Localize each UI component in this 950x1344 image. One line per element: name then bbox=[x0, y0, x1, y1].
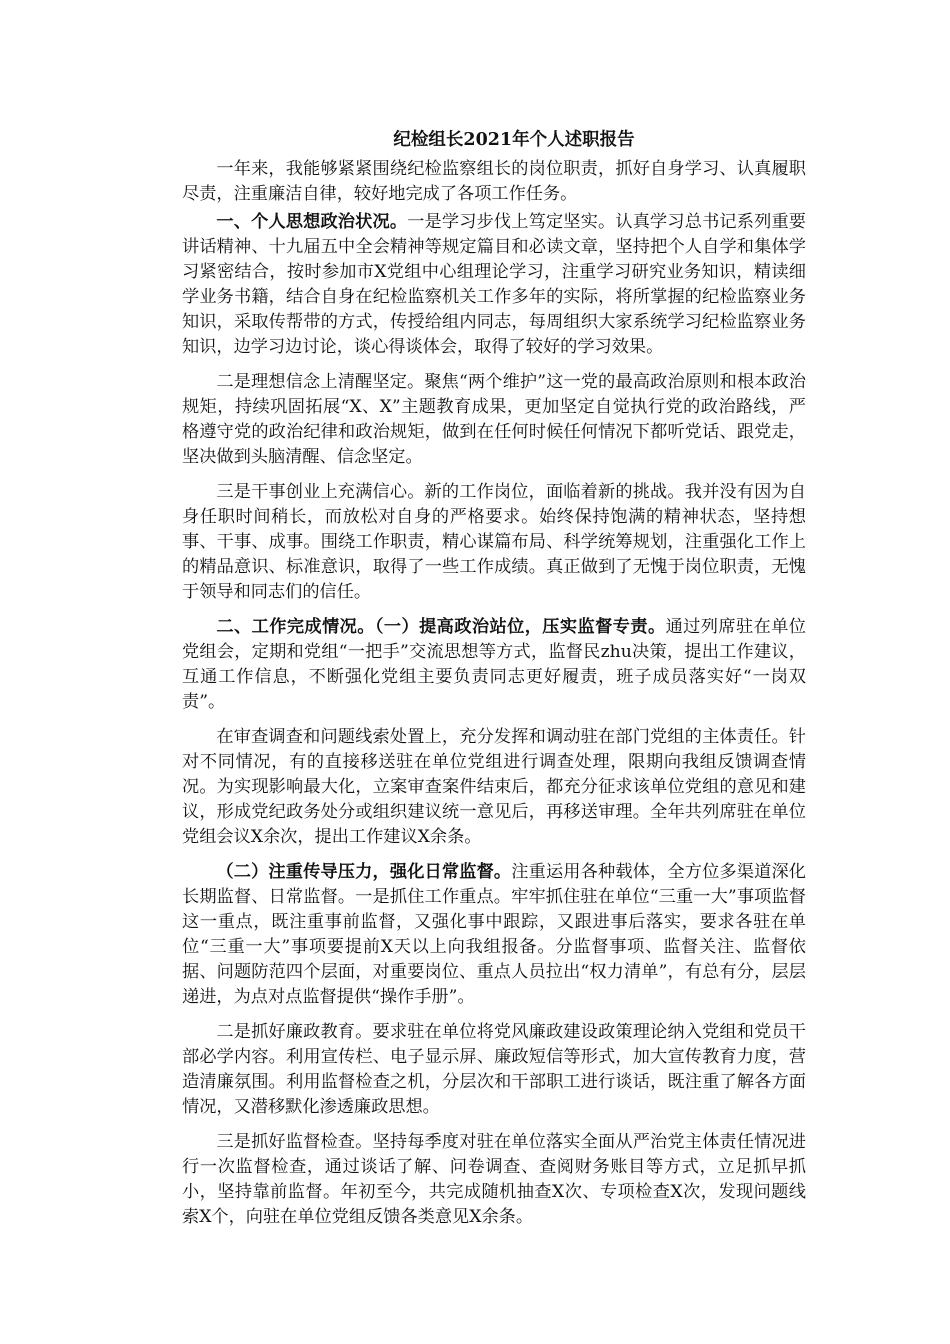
paragraph-daily-supervision bbox=[182, 860, 806, 1010]
subsection-heading-2: （二）注重传导压力，强化日常监督。 bbox=[216, 862, 512, 882]
section-heading-2: 二、工作完成情况。（一）提高政治站位，压实监督专责。 bbox=[216, 617, 666, 637]
section-heading-1: 一、个人思想政治状况。 bbox=[216, 212, 408, 232]
document-title: 纪检组长2021年个人述职报告 bbox=[393, 130, 635, 150]
paragraph-intro-text: 一年来，我能够紧紧围绕纪检监察组长的岗位职责，抓好自身学习、认真履职尽责，注重廉洁自律，较好地完成了各项工作任务。 bbox=[182, 159, 806, 204]
paragraph-confidence-text: 三是干事创业上充满信心。新的工作岗位，面临着新的挑战。我并没有因为自身任职时间稍长，而放松对自身的严格要求。始终保持饱满的精神状态，坚持想事、干事、成事。围绕工作职责，精心谋篇布局、科学统筹规划，注重强化工作上的精品意识、标准意识，取得了一些工作成绩。真正做到了无愧于岗位职责，无愧于领导和同志们的信任。 bbox=[182, 482, 806, 602]
paragraph-work-completion-text: 通过列席驻在单位党组会，定期和党组“一把手”交流思想等方式，监督民zhu决策，提出工作建议，互通工作信息，不断强化党组主要负责同志更好履责，班子成员落实好“一岗双责”。 bbox=[182, 617, 806, 712]
paragraph-investigation-text: 在审查调查和问题线索处置上，充分发挥和调动驻在部门党组的主体责任。针对不同情况，有的直接移送驻在单位党组进行调查处理，限期向我组反馈调查情况。为实现影响最大化，立案审查案件结束后，都充分征求该单位党组的意见和建议，形成党纪政务处分或组织建议统一意见后，再移送审理。全年共列席驻在单位党组会议X余次，提出工作建议X余条。 bbox=[182, 727, 806, 847]
paragraph-inspection bbox=[182, 1130, 806, 1230]
paragraph-confidence bbox=[182, 480, 806, 605]
document-page bbox=[182, 128, 806, 1240]
paragraph-political-status bbox=[182, 210, 806, 360]
paragraph-ideals bbox=[182, 370, 806, 470]
paragraph-intro bbox=[182, 157, 806, 207]
paragraph-daily-supervision-text: 注重运用各种载体，全方位多渠道深化长期监督、日常监督。一是抓住工作重点。牢牢抓住驻在单位“三重一大”事项监督这一重点，既注重事前监督，又强化事中跟踪，又跟进事后落实，要求各驻在单位“三重一大”事项要提前X天以上向我组报备。分监督事项、监督关注、监督依据、问题防范四个层面，对重要岗位、重点人员拉出“权力清单”，有总有分，层层递进，为点对点监督提供“操作手册”。 bbox=[182, 862, 806, 1007]
paragraph-work-completion bbox=[182, 615, 806, 715]
paragraph-political-status-text: 一是学习步伐上笃定坚实。认真学习总书记系列重要讲话精神、十九届五中全会精神等规定篇目和必读文章，坚持把个人自学和集体学习紧密结合，按时参加市X党组中心组理论学习，注重学习研究业务知识，精读细学业务书籍，结合自身在纪检监察机关工作多年的实际，将所掌握的纪检监察业务知识，采取传帮带的方式，传授给组内同志，每周组织大家系统学习纪检监察业务知识，边学习边讨论，谈心得谈体会，取得了较好的学习效果。 bbox=[182, 212, 806, 357]
paragraph-investigation bbox=[182, 725, 806, 850]
paragraph-inspection-text: 三是抓好监督检查。坚持每季度对驻在单位落实全面从严治党主体责任情况进行一次监督检查，通过谈话了解、问卷调查、查阅财务账目等方式，立足抓早抓小，坚持靠前监督。年初至今，共完成随机抽查X次、专项检查X次，发现问题线索X个，向驻在单位党组反馈各类意见X余条。 bbox=[182, 1132, 806, 1227]
paragraph-integrity-education-text: 二是抓好廉政教育。要求驻在单位将党风廉政建设政策理论纳入党组和党员干部必学内容。利用宣传栏、电子显示屏、廉政短信等形式，加大宣传教育力度，营造清廉氛围。利用监督检查之机，分层次和干部职工进行谈话，既注重了解各方面情况，又潜移默化渗透廉政思想。 bbox=[182, 1022, 806, 1117]
paragraph-ideals-text: 二是理想信念上清醒坚定。聚焦“两个维护”这一党的最高政治原则和根本政治规矩，持续巩固拓展“X、X”主题教育成果，更加坚定自觉执行党的政治路线，严格遵守党的政治纪律和政治规矩，做到在任何时候任何情况下都听党话、跟党走，坚决做到头脑清醒、信念坚定。 bbox=[182, 372, 806, 467]
paragraph-integrity-education bbox=[182, 1020, 806, 1120]
